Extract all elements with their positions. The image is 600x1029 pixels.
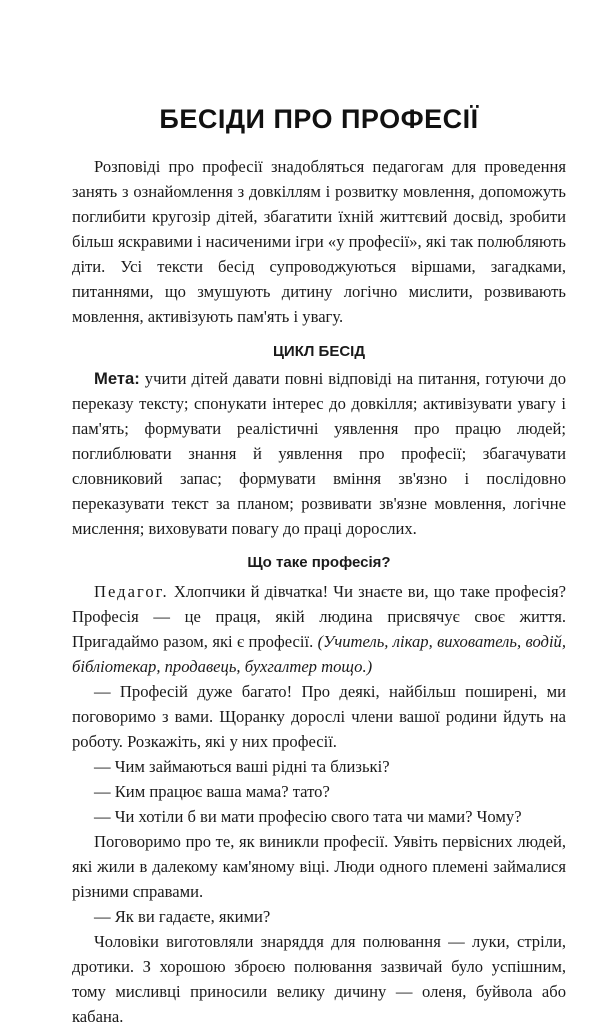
lesson-p1-italic: (Учитель, лікар, вихователь, водій, бібліотекар, продавець, бухгалтер тощо.) [72,632,567,676]
question-2: — Ким працює ваша мама? тато? [94,782,330,801]
question-4: — Як ви гадаєте, якими? [94,907,271,926]
lesson-paragraph-3: Поговоримо про те, як виникли професії. Уявіть первісних людей, які жили в далекому кам'яному віці. Люди одного племені займалися різними справами. [72,832,566,901]
intro-paragraph: Розповіді про професії знадобляться педагогам для проведення занять з ознайомлення з довкіллям і розвитку мовлення, допоможуть поглибити кругозір дітей, збагатити їхній життєвий досвід, зробити більш яскравими і насиченими ігри «у професії», які так полюбляють діти. Усі тексти бесід супроводжуються віршами, загадками, питаннями, що змушують дитину логічно мислити, розвивають мовлення, активізують пам'ять і увагу. [72,157,566,326]
goal-text: учити дітей давати повні відповіді на питання, готуючи до переказу тексту; спонукати інтерес до довкілля; активізувати увагу і пам'ять; формувати реалістичні уявлення про працю людей; поглиблювати знання й уявлення про професії; збагачувати словниковий запас; формувати вміння зв'язно і послідовно переказувати текст за планом; розвивати зв'язне мовлення, логічне мислення; виховувати повагу до праці дорослих. [72,369,566,538]
goal-paragraph [72,366,566,541]
lesson-paragraph-4: Чоловіки виготовляли знаряддя для полювання — луки, стріли, дротики. З хорошою зброєю полювання зазвичай було успішним, тому мисливці приносили велику дичину — оленя, буйвола або кабана. [72,932,566,1026]
lesson-paragraph-1 [72,579,566,679]
lesson-heading: Що таке професія? [247,554,391,571]
lesson-p1-text: Хлопчики й дівчатка! Чи знаєте ви, що таке професія? Професія — це праця, якій людина присвячує своє життя. Пригадаймо разом, які є професії. [72,582,566,651]
question-3: — Чи хотіли б ви мати професію свого тата чи мами? Чому? [94,807,522,826]
speaker-label: Педагог. [94,582,169,601]
lesson-paragraph-2: — Професій дуже багато! Про деякі, найбільш поширені, ми поговоримо з вами. Щоранку дорослі члени вашої родини йдуть на роботу. Розкажіть, які у них професії. [72,682,566,751]
goal-label: Мета: [94,369,140,388]
page [72,0,566,1029]
page-title: БЕСІДИ ПРО ПРОФЕСІЇ [159,104,479,134]
cycle-heading: ЦИКЛ БЕСІД [272,343,366,360]
question-1: — Чим займаються ваші рідні та близькі? [94,757,390,776]
